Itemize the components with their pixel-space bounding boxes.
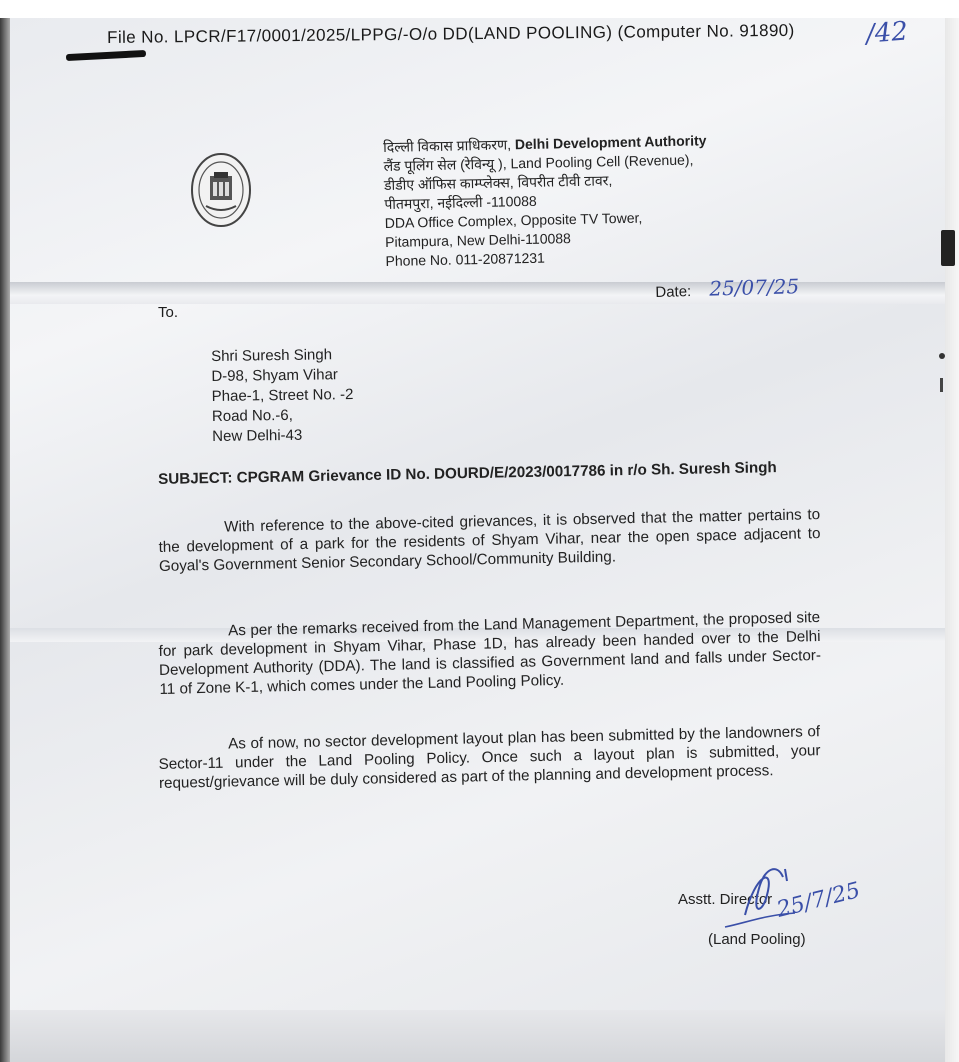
paragraph-3: As of now, no sector development layout plan has been submitted by the landowners of Sector-11 under the Land Pooling Policy. Once such a layout plan is submitted, your request/grievance will be duly considered as part of the planning and development process. [158,723,821,792]
address-line-2: Pitampura, New Delhi-110088 [385,230,572,250]
recipient-line: Shri Suresh Singh [211,346,333,365]
recipient-line: D-98, Shyam Vihar [211,366,338,385]
letterhead [383,130,786,271]
recipient-line: Phae-1, Street No. -2 [211,386,354,405]
handwritten-signature [705,855,865,945]
to-label: To. [158,304,179,321]
cell-name: Land Pooling Cell (Revenue), [510,151,694,172]
subject-line: SUBJECT: CPGRAM Grievance ID No. DOURD/E/2023/0017786 in r/o Sh. Suresh Singh [158,459,777,488]
paragraph-1: With reference to the above-cited grievances, it is observed that the matter pertains to the development of a park for the residents of Shyam Vihar, near the open space adjacent to Goyal's Government Senior Secondary School/Community Building. [158,506,821,575]
date-line [655,274,799,302]
date-label: Date: [655,283,692,301]
paper-fold [10,282,950,304]
paper-bottom-edge [10,1010,950,1062]
signatory-designation: Asstt. Director [678,891,773,908]
punch-mark [938,350,946,396]
org-hindi: दिल्ली विकास प्राधिकरण, [383,136,512,155]
address-hindi-1: डीडीए ऑफिस काम्प्लेक्स, विपरीत टीवी टावर, [383,172,613,193]
file-number: File No. LPCR/F17/0001/2025/LPPG/-O/o DD(LAND POOLING) (Computer No. 91890) [107,20,795,47]
dda-emblem-logo [190,152,252,228]
signature-date: 25/7/25 [774,878,863,923]
paper-right-edge [945,18,959,1062]
binder-tab [941,230,955,266]
paragraph-2: As per the remarks received from the Land Management Department, the proposed site for park development in Shyam Vihar, Phase 1D, has already been handed over to the Delhi Development Authority (DDA). The land is classified as Government land and falls under Sector-11 of Zone K-1, which comes under the Land Pooling Policy. [158,608,822,698]
address-line-1: DDA Office Complex, Opposite TV Tower, [384,209,643,231]
recipient-line: Road No.-6, [211,406,293,425]
handwritten-date: 25/07/25 [709,274,800,301]
signatory-department: (Land Pooling) [708,931,806,948]
address-hindi-2: पीतमपुरा, नईदिल्ली -110088 [384,192,537,212]
handwritten-sheet-number: /42 [865,16,909,50]
org-name: Delhi Development Authority [514,132,707,153]
recipient-line: New Delhi-43 [212,426,303,445]
phone-number: Phone No. 011-20871231 [385,249,546,269]
cell-hindi: लैंड पूलिंग सेल (रेविन्यू ), [383,155,507,174]
recipient-address [211,345,354,447]
